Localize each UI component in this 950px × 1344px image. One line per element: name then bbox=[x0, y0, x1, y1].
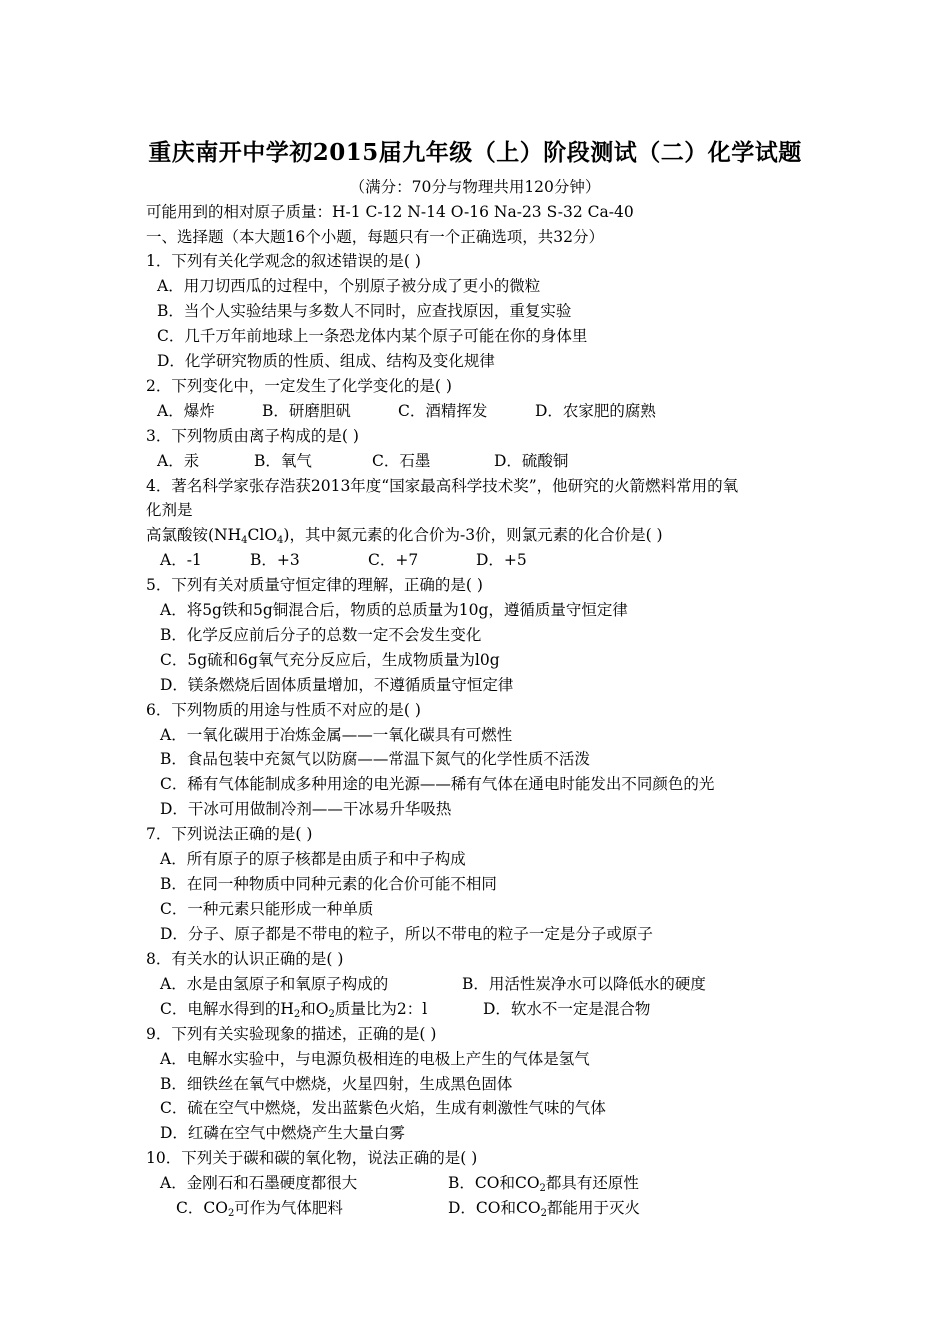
question-8-option-c bbox=[160, 999, 427, 1019]
option-text: C．电解水得到的H bbox=[160, 1000, 294, 1018]
question-8-option-d: D．软水不一定是混合物 bbox=[483, 1000, 651, 1018]
question-2-option-a: A．爆炸 bbox=[157, 402, 215, 420]
question-10-option-a: A．金刚石和石墨硬度都很大 bbox=[160, 1174, 358, 1192]
question-3-option-d: D．硫酸铜 bbox=[494, 452, 569, 470]
option-text: 和O bbox=[300, 1000, 329, 1018]
question-1-option-a: A．用刀切西瓜的过程中，个别原子被分成了更小的微粒 bbox=[157, 277, 541, 295]
question-1-option-c: C．几千万年前地球上一条恐龙体内某个原子可能在你的身体里 bbox=[157, 327, 588, 345]
question-6-option-a: A．一氧化碳用于冶炼金属——一氧化碳具有可燃性 bbox=[160, 726, 513, 744]
exam-title: 重庆南开中学初2015届九年级（上）阶段测试（二）化学试题 bbox=[148, 139, 802, 166]
question-9-option-a: A．电解水实验中，与电源负极相连的电极上产生的气体是氢气 bbox=[160, 1050, 590, 1068]
stem-text: )，其中氮元素的化合价为-3价，则氯元素的化合价是( ) bbox=[283, 526, 663, 544]
subscript: 2 bbox=[328, 1009, 335, 1020]
question-8-option-b: B．用活性炭净水可以降低水的硬度 bbox=[462, 975, 706, 993]
question-4-option-c: C．+7 bbox=[368, 551, 419, 569]
option-text: C．CO bbox=[176, 1199, 228, 1217]
subscript: 4 bbox=[277, 535, 284, 546]
question-7-stem: 7．下列说法正确的是( ) bbox=[146, 825, 313, 843]
question-10-option-d bbox=[448, 1198, 640, 1218]
question-9-option-b: B．细铁丝在氧气中燃烧，火星四射，生成黑色固体 bbox=[160, 1075, 513, 1093]
question-4-stem-line-3 bbox=[146, 525, 663, 545]
question-3-stem: 3．下列物质由离子构成的是( ) bbox=[146, 427, 359, 445]
question-10-option-b bbox=[448, 1173, 639, 1193]
subscript: 4 bbox=[241, 535, 248, 546]
question-3-option-b: B．氧气 bbox=[254, 452, 312, 470]
question-2-option-d: D．农家肥的腐熟 bbox=[535, 402, 656, 420]
subscript: 2 bbox=[539, 1183, 546, 1194]
question-4-option-b: B．+3 bbox=[250, 551, 300, 569]
question-9-option-c: C．硫在空气中燃烧，发出蓝紫色火焰，生成有刺激性气味的气体 bbox=[160, 1099, 606, 1117]
question-1-option-b: B．当个人实验结果与多数人不同时，应查找原因，重复实验 bbox=[157, 302, 572, 320]
question-9-option-d: D．红磷在空气中燃烧产生大量白雾 bbox=[160, 1124, 405, 1142]
formula-text: 高氯酸铵(NH bbox=[146, 526, 242, 544]
question-5-option-a: A．将5g铁和5g铜混合后，物质的总质量为10g，遵循质量守恒定律 bbox=[160, 601, 628, 619]
question-8-option-a: A．水是由氢原子和氧原子构成的 bbox=[160, 975, 389, 993]
question-3-option-c: C．石墨 bbox=[372, 452, 431, 470]
question-5-option-b: B．化学反应前后分子的总数一定不会发生变化 bbox=[160, 626, 482, 644]
exam-subtitle: （满分：70分与物理共用120分钟） bbox=[349, 178, 601, 196]
question-6-option-b: B．食品包装中充氮气以防腐——常温下氮气的化学性质不活泼 bbox=[160, 750, 590, 768]
subscript: 2 bbox=[293, 1009, 301, 1020]
subscript: 2 bbox=[227, 1208, 235, 1219]
question-9-stem: 9．下列有关实验现象的描述，正确的是( ) bbox=[146, 1025, 437, 1043]
option-text: B．CO和CO bbox=[448, 1174, 540, 1192]
question-6-stem: 6．下列物质的用途与性质不对应的是( ) bbox=[146, 701, 421, 719]
question-1-stem: 1．下列有关化学观念的叙述错误的是( ) bbox=[146, 252, 421, 270]
question-7-option-d: D．分子、原子都是不带电的粒子，所以不带电的粒子一定是分子或原子 bbox=[160, 925, 653, 943]
question-7-option-a: A．所有原子的原子核都是由质子和中子构成 bbox=[160, 850, 466, 868]
question-2-option-c: C．酒精挥发 bbox=[398, 402, 488, 420]
option-text: 都能用于灭火 bbox=[546, 1199, 640, 1217]
question-5-stem: 5．下列有关对质量守恒定律的理解，正确的是( ) bbox=[146, 576, 483, 594]
option-text: D．CO和CO bbox=[448, 1199, 541, 1217]
question-6-option-d: D．干冰可用做制冷剂——干冰易升华吸热 bbox=[160, 800, 452, 818]
question-2-stem: 2．下列变化中，一定发生了化学变化的是( ) bbox=[146, 377, 452, 395]
option-text: 都具有还原性 bbox=[545, 1174, 639, 1192]
question-4-stem-line-1: 4．著名科学家张存浩获2013年度“国家最高科学技术奖”，他研究的火箭燃料常用的氧 bbox=[146, 477, 739, 495]
formula-text: ClO bbox=[247, 526, 278, 544]
question-6-option-c: C．稀有气体能制成多种用途的电光源——稀有气体在通电时能发出不同颜色的光 bbox=[160, 775, 715, 793]
question-7-option-b: B．在同一种物质中同种元素的化合价可能不相同 bbox=[160, 875, 497, 893]
question-4-option-d: D．+5 bbox=[476, 551, 527, 569]
section-heading: 一、选择题（本大题16个小题，每题只有一个正确选项，共32分） bbox=[146, 228, 604, 246]
question-1-option-d: D．化学研究物质的性质、组成、结构及变化规律 bbox=[157, 352, 495, 370]
question-3-option-a: A．汞 bbox=[157, 452, 200, 470]
question-2-option-b: B．研磨胆矾 bbox=[262, 402, 351, 420]
question-5-option-c: C．5g硫和6g氧气充分反应后，生成物质量为l0g bbox=[160, 651, 500, 669]
atomic-mass-note: 可能用到的相对原子质量：H-1 C-12 N-14 O-16 Na-23 S-32 Ca-40 bbox=[146, 203, 634, 221]
question-5-option-d: D．镁条燃烧后固体质量增加，不遵循质量守恒定律 bbox=[160, 676, 514, 694]
question-4-option-a: A．-1 bbox=[160, 551, 202, 569]
option-text: 质量比为2：l bbox=[334, 1000, 428, 1018]
option-text: 可作为气体肥料 bbox=[234, 1199, 343, 1217]
question-7-option-c: C．一种元素只能形成一种单质 bbox=[160, 900, 374, 918]
question-4-stem-line-2: 化剂是 bbox=[146, 501, 193, 519]
question-10-option-c bbox=[176, 1198, 343, 1218]
question-10-stem: 10．下列关于碳和碳的氧化物，说法正确的是( ) bbox=[146, 1149, 478, 1167]
subscript: 2 bbox=[540, 1208, 547, 1219]
question-8-stem: 8．有关水的认识正确的是( ) bbox=[146, 950, 344, 968]
